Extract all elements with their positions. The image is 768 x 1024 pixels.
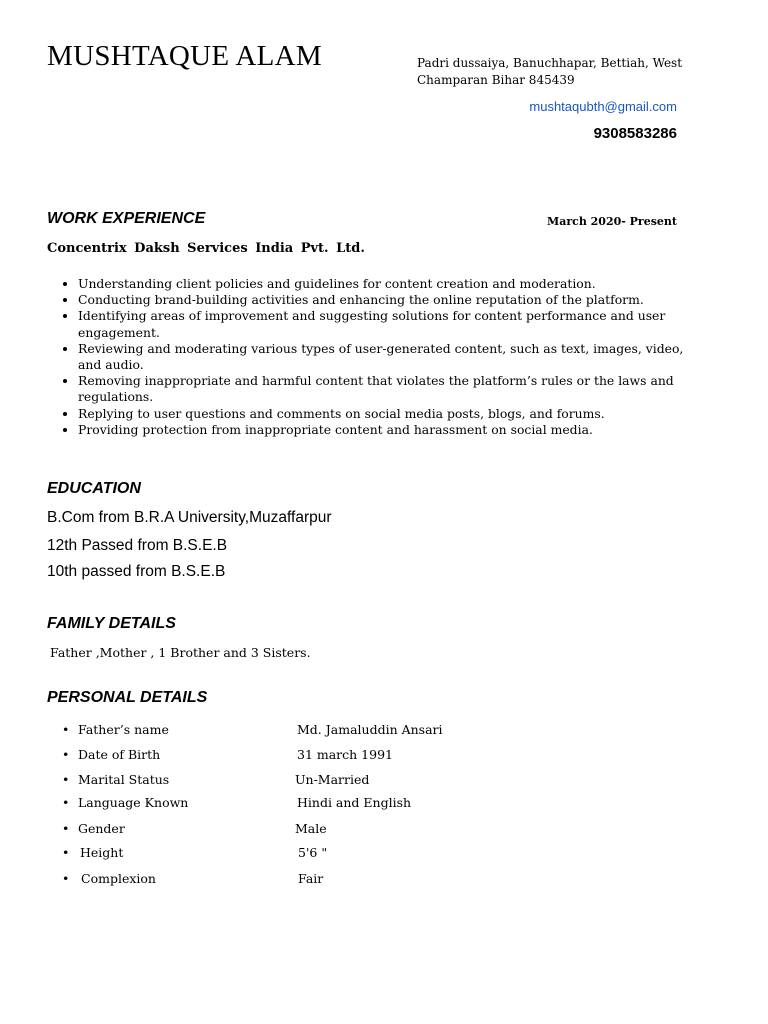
personal-value: 31 march 1991 bbox=[297, 747, 393, 762]
personal-label: Father’s name bbox=[78, 722, 169, 737]
email-link[interactable]: mushtaqubth@gmail.com bbox=[529, 99, 677, 114]
education-item: 12th Passed from B.S.E.B bbox=[47, 537, 228, 554]
list-item: • Understanding client policies and guidelines for content creation and moderation. bbox=[78, 276, 698, 292]
bullet-icon: • bbox=[62, 821, 70, 836]
personal-label: Complexion bbox=[81, 871, 156, 886]
personal-label: Gender bbox=[78, 821, 125, 836]
education-item: 10th passed from B.S.E.B bbox=[47, 563, 226, 580]
education-heading: EDUCATION bbox=[47, 480, 141, 497]
personal-value: 5'6 " bbox=[298, 845, 328, 860]
work-duties-list bbox=[60, 276, 698, 438]
bullet-icon: • bbox=[62, 795, 70, 810]
personal-value: Hindi and English bbox=[297, 795, 412, 810]
bullet-icon: • bbox=[62, 871, 70, 886]
personal-value: Md. Jamaluddin Ansari bbox=[297, 722, 443, 737]
personal-row-fathers-name bbox=[62, 722, 662, 740]
bullet-icon: • bbox=[62, 845, 70, 860]
address-line-1: Padri dussaiya, Banuchhapar, Bettiah, West bbox=[417, 56, 683, 70]
personal-details-heading: PERSONAL DETAILS bbox=[47, 689, 208, 706]
list-item: • Removing inappropriate and harmful content that violates the platform’s rules or the laws and regulations. bbox=[78, 373, 698, 405]
candidate-name: MUSHTAQUE ALAM bbox=[47, 40, 322, 72]
personal-row-language-known bbox=[62, 795, 662, 813]
work-date-range: March 2020- Present bbox=[547, 215, 677, 228]
family-details-heading: FAMILY DETAILS bbox=[47, 615, 176, 632]
bullet-icon: • bbox=[62, 722, 70, 737]
personal-row-height bbox=[62, 845, 662, 863]
list-item: • Reviewing and moderating various types of user-generated content, such as text, images, video, and audio. bbox=[78, 341, 698, 373]
personal-value: Un-Married bbox=[295, 772, 370, 787]
personal-label: Date of Birth bbox=[78, 747, 161, 762]
personal-row-date-of-birth bbox=[62, 747, 662, 765]
personal-label: Marital Status bbox=[78, 772, 170, 787]
personal-row-complexion bbox=[62, 871, 662, 889]
work-experience-heading: WORK EXPERIENCE bbox=[47, 210, 206, 227]
personal-label: Height bbox=[80, 845, 124, 860]
address bbox=[417, 55, 697, 89]
list-item: • Conducting brand-building activities and enhancing the online reputation of the platform. bbox=[78, 292, 698, 308]
address-line-2: Champaran Bihar 845439 bbox=[417, 73, 575, 87]
list-item: • Replying to user questions and comments on social media posts, blogs, and forums. bbox=[78, 406, 698, 422]
bullet-icon: • bbox=[62, 747, 70, 762]
personal-label: Language Known bbox=[78, 795, 189, 810]
bullet-icon: • bbox=[62, 772, 70, 787]
personal-value: Male bbox=[295, 821, 327, 836]
family-details-text: Father ,Mother , 1 Brother and 3 Sisters. bbox=[50, 645, 311, 660]
personal-row-marital-status bbox=[62, 772, 662, 790]
list-item: • Providing protection from inappropriate content and harassment on social media. bbox=[78, 422, 698, 438]
list-item: • Identifying areas of improvement and suggesting solutions for content performance and user engagement. bbox=[78, 308, 698, 340]
education-item: B.Com from B.R.A University,Muzaffarpur bbox=[47, 509, 332, 526]
personal-value: Fair bbox=[298, 871, 324, 886]
personal-row-gender bbox=[62, 821, 662, 839]
company-name: Concentrix Daksh Services India Pvt. Ltd. bbox=[47, 241, 365, 256]
phone-number: 9308583286 bbox=[593, 125, 677, 142]
